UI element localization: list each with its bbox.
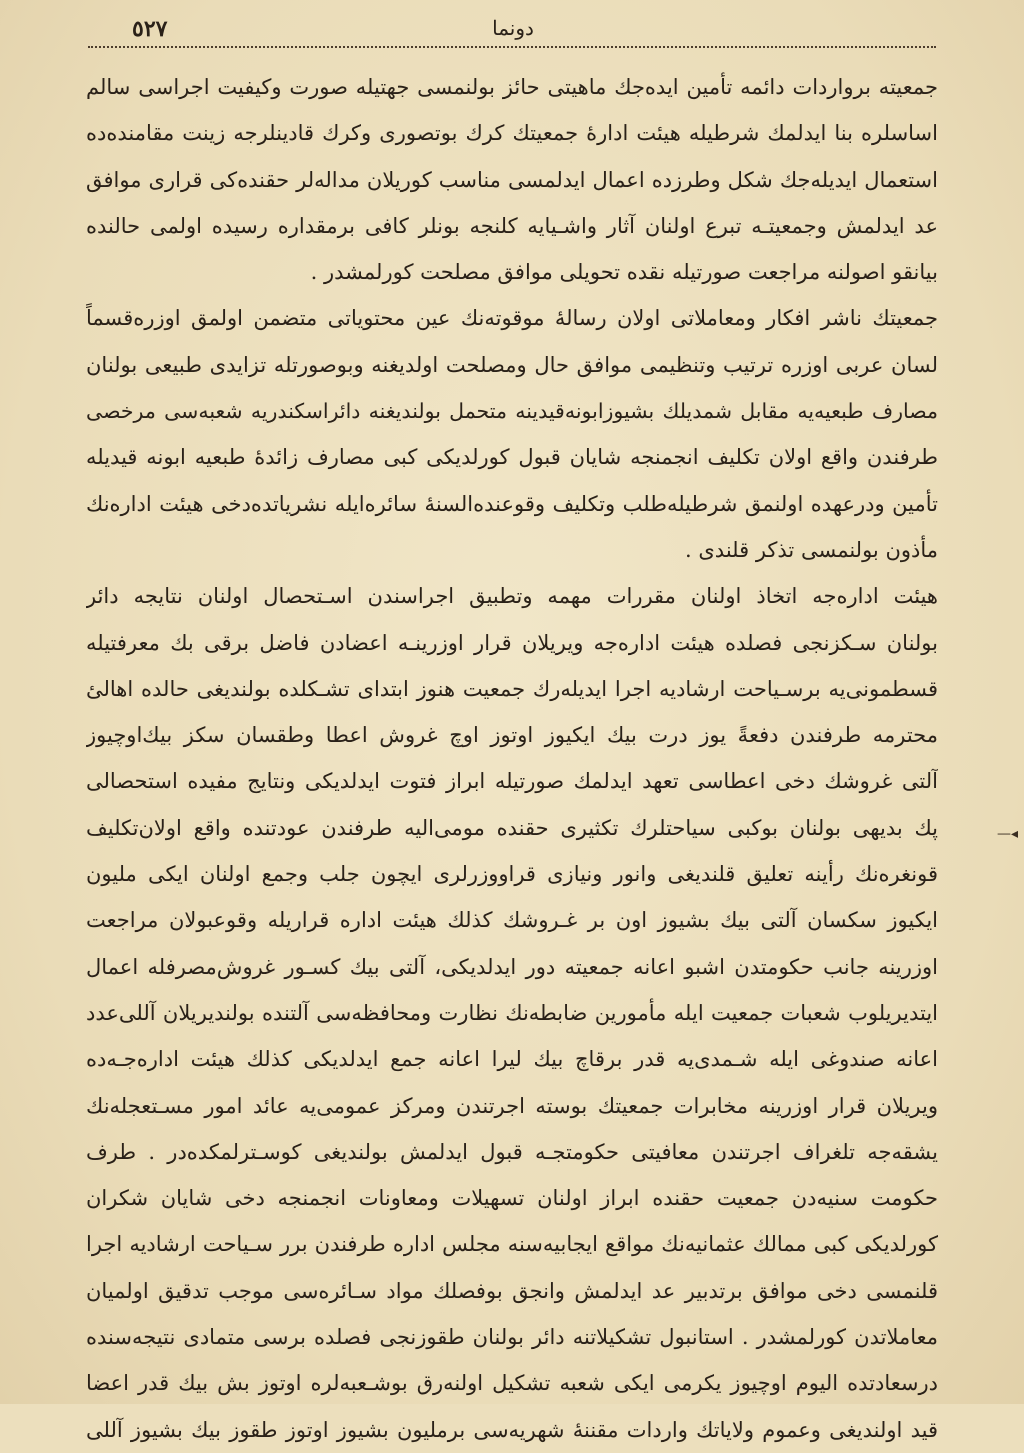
text-line-16: آلتى غروشك دخى اعطاسى تعهد ايدلمك صورتيله ابراز فتوت ايدلديكى ونتايج مفيده استحصالى — [86, 769, 938, 794]
text-line-14: قسطمونى‌يه برسـياحت ارشاديه اجرا ايديله‌رك جمعيت هنوز ابتداى تشـكلده بولنديغى حالده اهالئ — [86, 676, 938, 701]
text-line-30: قيد اولنديغى وعموم ولاياتك واردات مقننهٔ شهريه‌سى برمليون بشيوز اوتوز طقوز بيك بشيوز آللى — [86, 1417, 938, 1442]
text-line-19: ايكيوز سكسان آلتى بيك بشيوز اون بر غـروشك كذلك هيئت اداره قراريله وقوعبولان مراجعت — [86, 908, 938, 933]
text-line-28: معاملاتدن كورلمشدر . استانبول تشكيلاتنه دائر بولنان طقوزنجى فصلده برسى متمادى نتيجه‌سنده — [86, 1325, 938, 1350]
text-line-9: طرفندن واقع اولان تكليف انجمنجه شايان قبول كورلديكى كبى مصارف زائدهٔ طبعيه ابونه قيديله — [86, 445, 938, 470]
text-line-6: جمعيتك ناشر افكار ومعاملاتى اولان رساله‌ٔ موقوته‌نك عين محتوياتى متضمن اولمق اوزره‌قسماً — [86, 306, 938, 331]
text-line-21: ايتديريلوب شعبات جمعيت ايله مأمورين ضابطه‌نك نظارت ومحافظه‌سى آلتنده بولنديريلان آللى‌عدد — [86, 1000, 938, 1025]
text-line-2: اساسلره بنا ايدلمك شرطيله هيئت ادارهٔ جمعيتك كرك بوتصورى وكرك قادينلرجه زينت مقامنده‌ده — [86, 121, 938, 146]
margin-mark: —◂ — [996, 826, 1018, 842]
page-number: ٥٢٧ — [132, 16, 168, 42]
text-line-23: ويريلان قرار اوزرينه مخابرات جمعيتك بوسته اجرتندن ومركز عمومى‌يه عائد امور مسـتعجله‌نك — [86, 1093, 938, 1118]
text-line-20: اوزرينه جانب حكومتدن اشبو اعانه جمعيته دور ايدلديكى، آلتى بيك كسـور غروش‌مصرفله اعمال — [86, 954, 938, 979]
text-line-11: مأذون بولنمسى تذكر قلندى . — [685, 537, 938, 562]
text-line-13: بولنان سـكزنجى فصلده هيئت اداره‌جه ويريلان قرار اوزرينـه اعضادن فاضل برقى بك معرفتيله — [86, 630, 938, 655]
text-line-15: محترمه طرفندن دفعةً يوز درت بيك ايكيوز اوتوز اوچ غروش اعطا وطقسان سكز بيك‌اوچيوز — [86, 723, 938, 748]
text-line-29: درسعادتده اليوم اوچيوز يكرمى ايكى شعبه تشكيل اولنه‌رق بوشـعبه‌لره اوتوز بش بيك قدر اعضا — [86, 1371, 938, 1396]
header-rule — [88, 46, 936, 48]
text-line-5: بيانقو اصولنه مراجعت صورتيله نقده تحويلى موافق مصلحت كورلمشدر . — [310, 260, 938, 285]
text-line-27: قلنمسى دخى موافق برتدبير عد ايدلمش وانجق بوفصلك مواد سـائره‌سى موجب تدقيق اولميان — [86, 1278, 938, 1303]
text-line-24: يشقه‌جه تلغراف اجرتندن معافيتى حكومتجـه قبول ايدلمش بولنديغى كوسـترلمكده‌در . طرف — [86, 1139, 938, 1164]
text-line-1: جمعيته برواردات دائمه تأمين ايده‌جك ماهيتى حائز بولنمسى جهتيله صورت وكيفيت اجراسى سالم — [86, 75, 938, 99]
text-line-12: هيئت اداره‌جه اتخاذ اولنان مقررات مهمه وتطبيق اجراسندن اسـتحصال اولنان نتايجه دائر — [86, 584, 938, 609]
text-line-17: پك بديهى بولنان بوكبى سياحتلرك تكثيرى حقنده مومى‌اليه طرفندن عودتنده واقع اولان‌تكليف — [86, 815, 938, 840]
text-line-4: عد ايدلمش وجمعيتـه تبرع اولنان آثار واشـيايه كلنجه بونلر كافى برمقداره رسيده اولمى حالنده — [86, 213, 938, 238]
text-line-3: استعمال ايديله‌جك شكل وطرزده اعمال ايدلمسى مناسب كوريلان مداله‌لر حقنده‌كى قرارى موافق — [86, 167, 938, 192]
text-line-26: كورلديكى كبى ممالك عثمانيه‌نك مواقع ايجابيه‌سنه مجلس اداره طرفندن برر سـياحت ارشاديه اجرا — [86, 1232, 938, 1257]
text-line-22: اعانه صندوغى ايله شـمدى‌يه قدر برقاچ بيك ليرا اعانه جمع ايدلديكى كذلك هيئت اداره‌جـه‌ده — [86, 1047, 938, 1072]
text-line-10: تأمين ودرعهده اولنمق شرطيله‌طلب وتكليف وقوعنده‌السنهٔ سائره‌ايله نشرياتده‌دخى هيئت اداره‌نك — [86, 491, 938, 516]
text-line-18: قونغره‌نك رأينه تعليق قلنديغى وانور ونيازى قراووزرلرى ايچون جلب وجمع اولنان ايكى مليون — [86, 862, 938, 887]
text-line-25: حكومت سنيه‌دن جمعيت حقنده ابراز اولنان تسهيلات ومعاونات انجمنجه دخى شايان شكران — [86, 1186, 938, 1211]
running-title: دونما — [492, 16, 534, 40]
page-header — [96, 14, 930, 46]
body-text — [86, 64, 938, 1453]
text-line-8: مصارف طبعيه‌يه مقابل شمديلك بشيوزابونه‌قيدينه متحمل بولنديغنه دائراسكندريه شعبه‌سى مرخصى — [86, 399, 938, 424]
text-line-7: لسان عربى اوزره ترتيب وتنظيمى موافق حال ومصلحت اولديغنه وبوصورتله تزايدى طبيعى بولنان — [86, 352, 938, 377]
